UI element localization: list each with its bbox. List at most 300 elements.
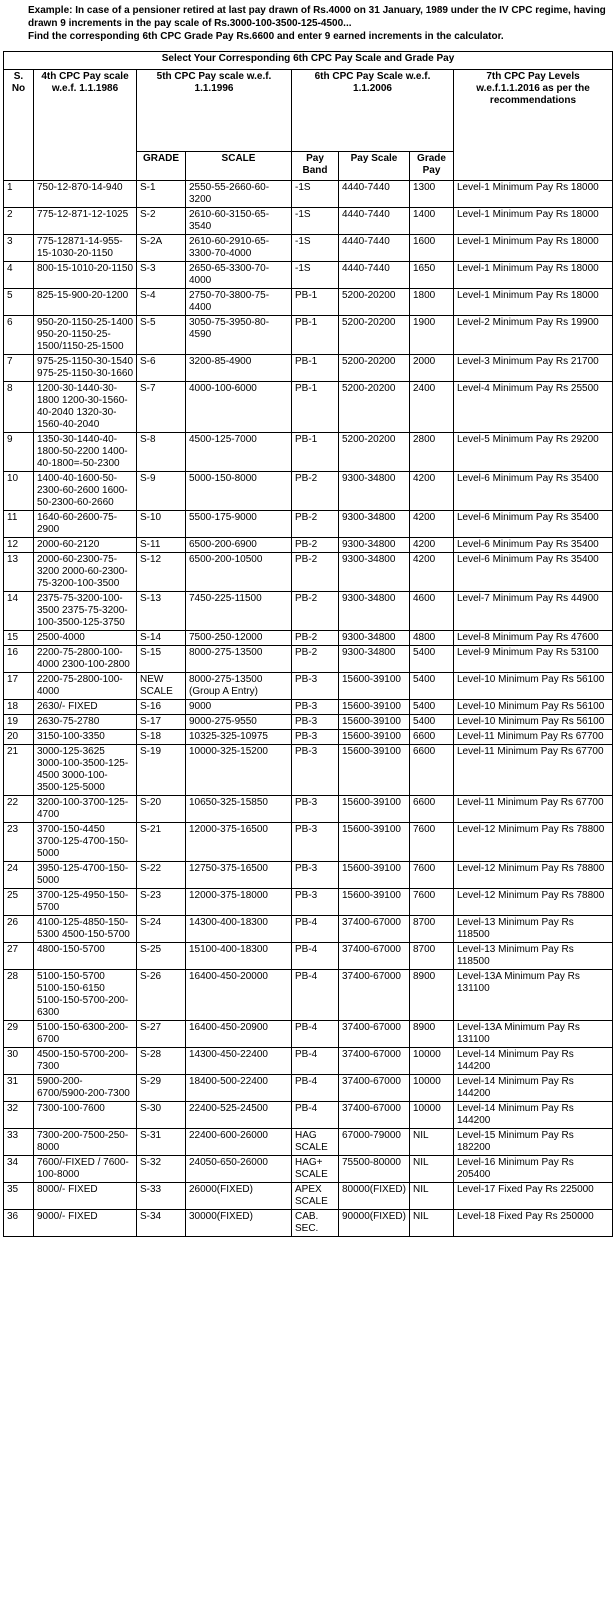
cell-pay-band: PB-2 xyxy=(292,646,339,673)
cell-grade-pay: 10000 xyxy=(410,1048,454,1075)
cell-4th-cpc-scale: 950-20-1150-25-1400 950-20-1150-25-1500/1150-25-1500 xyxy=(34,316,137,355)
cell-sno: 2 xyxy=(4,208,34,235)
table-row xyxy=(4,208,613,235)
table-row xyxy=(4,1183,613,1210)
cell-7th-cpc-level: Level-7 Minimum Pay Rs 44900 xyxy=(454,592,613,631)
cell-pay-scale: 9300-34800 xyxy=(339,511,410,538)
cell-7th-cpc-level: Level-12 Minimum Pay Rs 78800 xyxy=(454,862,613,889)
cell-5th-cpc-grade: S-10 xyxy=(137,511,186,538)
cell-grade-pay: 4200 xyxy=(410,538,454,553)
cell-7th-cpc-level: Level-1 Minimum Pay Rs 18000 xyxy=(454,262,613,289)
cell-grade-pay: 8900 xyxy=(410,1021,454,1048)
cell-pay-band: PB-3 xyxy=(292,796,339,823)
header-5th-cpc: 5th CPC Pay scale w.e.f. 1.1.1996 xyxy=(137,70,292,152)
cell-4th-cpc-scale: 2630-75-2780 xyxy=(34,715,137,730)
cell-pay-band: PB-2 xyxy=(292,631,339,646)
cell-5th-cpc-grade: NEW SCALE xyxy=(137,673,186,700)
cell-grade-pay: 6600 xyxy=(410,730,454,745)
cell-5th-cpc-grade: S-17 xyxy=(137,715,186,730)
cell-4th-cpc-scale: 4100-125-4850-150-5300 4500-150-5700 xyxy=(34,916,137,943)
cell-5th-cpc-scale: 14300-400-18300 xyxy=(186,916,292,943)
cell-pay-scale: 15600-39100 xyxy=(339,823,410,862)
cell-sno: 16 xyxy=(4,646,34,673)
cell-pay-scale: 9300-34800 xyxy=(339,646,410,673)
header-7th-cpc: 7th CPC Pay Levels w.e.f.1.1.2016 as per the recommendations xyxy=(454,70,613,181)
table-row xyxy=(4,745,613,796)
cell-5th-cpc-grade: S-15 xyxy=(137,646,186,673)
header-scale: SCALE xyxy=(186,152,292,181)
cell-5th-cpc-scale: 8000-275-13500 xyxy=(186,646,292,673)
cell-sno: 28 xyxy=(4,970,34,1021)
cell-5th-cpc-grade: S-23 xyxy=(137,889,186,916)
cell-pay-band: PB-4 xyxy=(292,1021,339,1048)
table-row xyxy=(4,316,613,355)
cell-4th-cpc-scale: 975-25-1150-30-1540 975-25-1150-30-1660 xyxy=(34,355,137,382)
cell-grade-pay: 1600 xyxy=(410,235,454,262)
cell-5th-cpc-scale: 4000-100-6000 xyxy=(186,382,292,433)
cell-pay-scale: 37400-67000 xyxy=(339,1075,410,1102)
cell-4th-cpc-scale: 775-12-871-12-1025 xyxy=(34,208,137,235)
cell-4th-cpc-scale: 8000/- FIXED xyxy=(34,1183,137,1210)
cell-grade-pay: 4200 xyxy=(410,511,454,538)
cell-5th-cpc-scale: 6500-200-10500 xyxy=(186,553,292,592)
cell-grade-pay: 2800 xyxy=(410,433,454,472)
cell-pay-scale: 5200-20200 xyxy=(339,316,410,355)
cell-4th-cpc-scale: 2000-60-2300-75-3200 2000-60-2300-75-3200-100-3500 xyxy=(34,553,137,592)
cell-sno: 20 xyxy=(4,730,34,745)
cell-5th-cpc-grade: S-24 xyxy=(137,916,186,943)
table-row xyxy=(4,970,613,1021)
cell-5th-cpc-scale: 16400-450-20900 xyxy=(186,1021,292,1048)
cell-7th-cpc-level: Level-13 Minimum Pay Rs 118500 xyxy=(454,916,613,943)
cell-5th-cpc-scale: 12750-375-16500 xyxy=(186,862,292,889)
table-row xyxy=(4,862,613,889)
cell-4th-cpc-scale: 2375-75-3200-100-3500 2375-75-3200-100-3500-125-3750 xyxy=(34,592,137,631)
cell-pay-scale: 9300-34800 xyxy=(339,538,410,553)
cell-grade-pay: 4600 xyxy=(410,592,454,631)
cell-pay-band: PB-3 xyxy=(292,889,339,916)
table-caption: Select Your Corresponding 6th CPC Pay Scale and Grade Pay xyxy=(4,52,613,70)
cell-5th-cpc-scale: 15100-400-18300 xyxy=(186,943,292,970)
cell-pay-band: PB-3 xyxy=(292,700,339,715)
cell-pay-band: PB-2 xyxy=(292,553,339,592)
cell-5th-cpc-scale: 12000-375-16500 xyxy=(186,823,292,862)
cell-sno: 8 xyxy=(4,382,34,433)
cell-pay-scale: 15600-39100 xyxy=(339,730,410,745)
table-row xyxy=(4,538,613,553)
table-row xyxy=(4,796,613,823)
cell-sno: 27 xyxy=(4,943,34,970)
cell-sno: 5 xyxy=(4,289,34,316)
cell-grade-pay: 8700 xyxy=(410,916,454,943)
cell-pay-scale: 9300-34800 xyxy=(339,631,410,646)
cell-5th-cpc-grade: S-16 xyxy=(137,700,186,715)
cell-4th-cpc-scale: 1200-30-1440-30-1800 1200-30-1560-40-2040 1320-30-1560-40-2040 xyxy=(34,382,137,433)
cell-sno: 23 xyxy=(4,823,34,862)
cell-5th-cpc-grade: S-11 xyxy=(137,538,186,553)
cell-5th-cpc-grade: S-2A xyxy=(137,235,186,262)
cell-5th-cpc-scale: 2610-60-2910-65-3300-70-4000 xyxy=(186,235,292,262)
table-row xyxy=(4,1048,613,1075)
cell-5th-cpc-scale: 9000-275-9550 xyxy=(186,715,292,730)
cell-pay-scale: 9300-34800 xyxy=(339,592,410,631)
cell-grade-pay: NIL xyxy=(410,1183,454,1210)
cell-sno: 3 xyxy=(4,235,34,262)
cell-pay-scale: 5200-20200 xyxy=(339,289,410,316)
cell-4th-cpc-scale: 9000/- FIXED xyxy=(34,1210,137,1237)
cell-7th-cpc-level: Level-1 Minimum Pay Rs 18000 xyxy=(454,208,613,235)
cell-7th-cpc-level: Level-5 Minimum Pay Rs 29200 xyxy=(454,433,613,472)
cell-sno: 22 xyxy=(4,796,34,823)
cell-4th-cpc-scale: 5100-150-5700 5100-150-6150 5100-150-5700-200-6300 xyxy=(34,970,137,1021)
table-row xyxy=(4,553,613,592)
cell-5th-cpc-scale: 6500-200-6900 xyxy=(186,538,292,553)
cell-4th-cpc-scale: 800-15-1010-20-1150 xyxy=(34,262,137,289)
cell-4th-cpc-scale: 1400-40-1600-50-2300-60-2600 1600-50-2300-60-2660 xyxy=(34,472,137,511)
cell-sno: 12 xyxy=(4,538,34,553)
cell-grade-pay: 10000 xyxy=(410,1102,454,1129)
cell-sno: 6 xyxy=(4,316,34,355)
cell-5th-cpc-scale: 7450-225-11500 xyxy=(186,592,292,631)
cell-sno: 25 xyxy=(4,889,34,916)
cell-5th-cpc-grade: S-7 xyxy=(137,382,186,433)
cell-5th-cpc-grade: S-29 xyxy=(137,1075,186,1102)
cell-pay-band: PB-4 xyxy=(292,943,339,970)
table-row xyxy=(4,700,613,715)
table-row xyxy=(4,889,613,916)
cell-pay-scale: 4440-7440 xyxy=(339,262,410,289)
cell-7th-cpc-level: Level-9 Minimum Pay Rs 53100 xyxy=(454,646,613,673)
cell-sno: 9 xyxy=(4,433,34,472)
pay-scale-table xyxy=(3,51,613,1237)
cell-4th-cpc-scale: 2000-60-2120 xyxy=(34,538,137,553)
cell-7th-cpc-level: Level-15 Minimum Pay Rs 182200 xyxy=(454,1129,613,1156)
cell-7th-cpc-level: Level-6 Minimum Pay Rs 35400 xyxy=(454,511,613,538)
cell-7th-cpc-level: Level-11 Minimum Pay Rs 67700 xyxy=(454,745,613,796)
cell-5th-cpc-grade: S-28 xyxy=(137,1048,186,1075)
header-sno: S. No xyxy=(4,70,34,181)
cell-pay-scale: 90000(FIXED) xyxy=(339,1210,410,1237)
cell-pay-scale: 15600-39100 xyxy=(339,796,410,823)
cell-sno: 11 xyxy=(4,511,34,538)
cell-4th-cpc-scale: 3150-100-3350 xyxy=(34,730,137,745)
cell-5th-cpc-scale: 10000-325-15200 xyxy=(186,745,292,796)
cell-5th-cpc-grade: S-5 xyxy=(137,316,186,355)
table-row xyxy=(4,673,613,700)
cell-7th-cpc-level: Level-13 Minimum Pay Rs 118500 xyxy=(454,943,613,970)
cell-4th-cpc-scale: 1640-60-2600-75-2900 xyxy=(34,511,137,538)
cell-grade-pay: NIL xyxy=(410,1210,454,1237)
table-row xyxy=(4,823,613,862)
cell-4th-cpc-scale: 825-15-900-20-1200 xyxy=(34,289,137,316)
cell-pay-band: CAB. SEC. xyxy=(292,1210,339,1237)
cell-pay-band: PB-3 xyxy=(292,745,339,796)
cell-pay-band: PB-3 xyxy=(292,823,339,862)
cell-5th-cpc-grade: S-32 xyxy=(137,1156,186,1183)
cell-pay-band: PB-3 xyxy=(292,673,339,700)
cell-sno: 15 xyxy=(4,631,34,646)
cell-5th-cpc-grade: S-34 xyxy=(137,1210,186,1237)
cell-grade-pay: 5400 xyxy=(410,715,454,730)
cell-grade-pay: NIL xyxy=(410,1129,454,1156)
cell-5th-cpc-scale: 4500-125-7000 xyxy=(186,433,292,472)
table-row xyxy=(4,472,613,511)
cell-pay-band: -1S xyxy=(292,235,339,262)
cell-grade-pay: 5400 xyxy=(410,700,454,715)
cell-5th-cpc-scale: 2610-60-3150-65-3540 xyxy=(186,208,292,235)
cell-pay-scale: 4440-7440 xyxy=(339,235,410,262)
cell-grade-pay: 1900 xyxy=(410,316,454,355)
cell-4th-cpc-scale: 3200-100-3700-125-4700 xyxy=(34,796,137,823)
cell-pay-band: PB-1 xyxy=(292,382,339,433)
cell-5th-cpc-grade: S-30 xyxy=(137,1102,186,1129)
table-row xyxy=(4,916,613,943)
cell-7th-cpc-level: Level-14 Minimum Pay Rs 144200 xyxy=(454,1102,613,1129)
cell-pay-scale: 5200-20200 xyxy=(339,382,410,433)
cell-5th-cpc-grade: S-18 xyxy=(137,730,186,745)
cell-5th-cpc-scale: 3200-85-4900 xyxy=(186,355,292,382)
table-row xyxy=(4,646,613,673)
cell-pay-band: PB-4 xyxy=(292,916,339,943)
cell-5th-cpc-scale: 9000 xyxy=(186,700,292,715)
cell-4th-cpc-scale: 2200-75-2800-100-4000 2300-100-2800 xyxy=(34,646,137,673)
cell-pay-band: PB-4 xyxy=(292,1075,339,1102)
cell-grade-pay: NIL xyxy=(410,1156,454,1183)
cell-grade-pay: 1400 xyxy=(410,208,454,235)
cell-sno: 14 xyxy=(4,592,34,631)
cell-pay-band: HAG+ SCALE xyxy=(292,1156,339,1183)
cell-4th-cpc-scale: 7300-200-7500-250-8000 xyxy=(34,1129,137,1156)
cell-5th-cpc-scale: 18400-500-22400 xyxy=(186,1075,292,1102)
cell-grade-pay: 2400 xyxy=(410,382,454,433)
cell-5th-cpc-scale: 22400-600-26000 xyxy=(186,1129,292,1156)
cell-pay-scale: 15600-39100 xyxy=(339,700,410,715)
intro-text xyxy=(0,0,615,43)
cell-pay-scale: 37400-67000 xyxy=(339,916,410,943)
table-row xyxy=(4,592,613,631)
table-row xyxy=(4,382,613,433)
instruction-text: Find the corresponding 6th CPC Grade Pay Rs.6600 and enter 9 earned increments in the calculator. xyxy=(28,31,504,42)
table-row xyxy=(4,1210,613,1237)
cell-5th-cpc-grade: S-14 xyxy=(137,631,186,646)
cell-5th-cpc-grade: S-13 xyxy=(137,592,186,631)
cell-5th-cpc-scale: 16400-450-20000 xyxy=(186,970,292,1021)
table-row xyxy=(4,1021,613,1048)
cell-pay-scale: 4440-7440 xyxy=(339,208,410,235)
cell-7th-cpc-level: Level-6 Minimum Pay Rs 35400 xyxy=(454,538,613,553)
cell-5th-cpc-scale: 26000(FIXED) xyxy=(186,1183,292,1210)
cell-sno: 10 xyxy=(4,472,34,511)
cell-sno: 17 xyxy=(4,673,34,700)
cell-pay-band: PB-2 xyxy=(292,472,339,511)
cell-grade-pay: 5400 xyxy=(410,673,454,700)
cell-5th-cpc-scale: 24050-650-26000 xyxy=(186,1156,292,1183)
cell-5th-cpc-grade: S-12 xyxy=(137,553,186,592)
cell-grade-pay: 7600 xyxy=(410,823,454,862)
cell-pay-band: APEX SCALE xyxy=(292,1183,339,1210)
cell-pay-scale: 37400-67000 xyxy=(339,943,410,970)
cell-5th-cpc-grade: S-3 xyxy=(137,262,186,289)
cell-5th-cpc-scale: 3050-75-3950-80-4590 xyxy=(186,316,292,355)
cell-5th-cpc-scale: 14300-450-22400 xyxy=(186,1048,292,1075)
cell-sno: 34 xyxy=(4,1156,34,1183)
cell-sno: 7 xyxy=(4,355,34,382)
cell-7th-cpc-level: Level-8 Minimum Pay Rs 47600 xyxy=(454,631,613,646)
table-row xyxy=(4,289,613,316)
cell-5th-cpc-scale: 10325-325-10975 xyxy=(186,730,292,745)
cell-7th-cpc-level: Level-6 Minimum Pay Rs 35400 xyxy=(454,472,613,511)
cell-grade-pay: 5400 xyxy=(410,646,454,673)
cell-7th-cpc-level: Level-16 Minimum Pay Rs 205400 xyxy=(454,1156,613,1183)
cell-pay-scale: 37400-67000 xyxy=(339,1048,410,1075)
cell-5th-cpc-scale: 2750-70-3800-75-4400 xyxy=(186,289,292,316)
cell-5th-cpc-grade: S-9 xyxy=(137,472,186,511)
cell-5th-cpc-grade: S-4 xyxy=(137,289,186,316)
cell-pay-scale: 5200-20200 xyxy=(339,355,410,382)
table-row xyxy=(4,355,613,382)
cell-5th-cpc-scale: 5500-175-9000 xyxy=(186,511,292,538)
cell-grade-pay: 4200 xyxy=(410,472,454,511)
cell-grade-pay: 8700 xyxy=(410,943,454,970)
cell-sno: 19 xyxy=(4,715,34,730)
cell-7th-cpc-level: Level-10 Minimum Pay Rs 56100 xyxy=(454,673,613,700)
cell-sno: 35 xyxy=(4,1183,34,1210)
cell-4th-cpc-scale: 775-12871-14-955-15-1030-20-1150 xyxy=(34,235,137,262)
cell-7th-cpc-level: Level-12 Minimum Pay Rs 78800 xyxy=(454,823,613,862)
header-grade-pay: Grade Pay xyxy=(410,152,454,181)
cell-5th-cpc-grade: S-33 xyxy=(137,1183,186,1210)
cell-pay-scale: 37400-67000 xyxy=(339,970,410,1021)
header-pay-band: Pay Band xyxy=(292,152,339,181)
table-row xyxy=(4,730,613,745)
cell-5th-cpc-grade: S-2 xyxy=(137,208,186,235)
cell-4th-cpc-scale: 3700-150-4450 3700-125-4700-150-5000 xyxy=(34,823,137,862)
example-text: Example: In case of a pensioner retired at last pay drawn of Rs.4000 on 31 January, 1989 under the IV CPC regime, having drawn 9 increments in the pay scale of Rs.3000-100-3500-125-4500... xyxy=(28,5,606,29)
cell-pay-band: -1S xyxy=(292,208,339,235)
cell-7th-cpc-level: Level-13A Minimum Pay Rs 131100 xyxy=(454,970,613,1021)
cell-5th-cpc-grade: S-22 xyxy=(137,862,186,889)
cell-4th-cpc-scale: 750-12-870-14-940 xyxy=(34,181,137,208)
cell-pay-band: PB-4 xyxy=(292,970,339,1021)
cell-4th-cpc-scale: 7600/-FIXED / 7600-100-8000 xyxy=(34,1156,137,1183)
cell-4th-cpc-scale: 3000-125-3625 3000-100-3500-125-4500 3000-100-3500-125-5000 xyxy=(34,745,137,796)
cell-7th-cpc-level: Level-10 Minimum Pay Rs 56100 xyxy=(454,700,613,715)
cell-4th-cpc-scale: 2500-4000 xyxy=(34,631,137,646)
cell-sno: 4 xyxy=(4,262,34,289)
cell-pay-band: PB-3 xyxy=(292,862,339,889)
cell-pay-scale: 37400-67000 xyxy=(339,1102,410,1129)
cell-pay-scale: 4440-7440 xyxy=(339,181,410,208)
cell-5th-cpc-scale: 7500-250-12000 xyxy=(186,631,292,646)
cell-5th-cpc-grade: S-31 xyxy=(137,1129,186,1156)
cell-pay-band: PB-1 xyxy=(292,355,339,382)
cell-sno: 31 xyxy=(4,1075,34,1102)
header-6th-cpc: 6th CPC Pay Scale w.e.f. 1.1.2006 xyxy=(292,70,454,152)
cell-7th-cpc-level: Level-11 Minimum Pay Rs 67700 xyxy=(454,796,613,823)
cell-pay-band: PB-3 xyxy=(292,730,339,745)
cell-grade-pay: 1650 xyxy=(410,262,454,289)
cell-7th-cpc-level: Level-11 Minimum Pay Rs 67700 xyxy=(454,730,613,745)
cell-7th-cpc-level: Level-6 Minimum Pay Rs 35400 xyxy=(454,553,613,592)
table-row xyxy=(4,181,613,208)
cell-pay-band: PB-2 xyxy=(292,538,339,553)
cell-pay-band: PB-4 xyxy=(292,1102,339,1129)
cell-5th-cpc-grade: S-19 xyxy=(137,745,186,796)
cell-4th-cpc-scale: 3700-125-4950-150-5700 xyxy=(34,889,137,916)
cell-4th-cpc-scale: 5900-200-6700/5900-200-7300 xyxy=(34,1075,137,1102)
table-row xyxy=(4,235,613,262)
cell-7th-cpc-level: Level-1 Minimum Pay Rs 18000 xyxy=(454,289,613,316)
cell-pay-band: PB-2 xyxy=(292,592,339,631)
cell-grade-pay: 2000 xyxy=(410,355,454,382)
table-row xyxy=(4,943,613,970)
cell-grade-pay: 10000 xyxy=(410,1075,454,1102)
cell-4th-cpc-scale: 7300-100-7600 xyxy=(34,1102,137,1129)
cell-pay-scale: 15600-39100 xyxy=(339,673,410,700)
table-body xyxy=(4,181,613,1237)
cell-pay-scale: 67000-79000 xyxy=(339,1129,410,1156)
cell-4th-cpc-scale: 2630/- FIXED xyxy=(34,700,137,715)
cell-7th-cpc-level: Level-2 Minimum Pay Rs 19900 xyxy=(454,316,613,355)
cell-7th-cpc-level: Level-1 Minimum Pay Rs 18000 xyxy=(454,235,613,262)
cell-pay-band: PB-4 xyxy=(292,1048,339,1075)
cell-sno: 36 xyxy=(4,1210,34,1237)
cell-5th-cpc-grade: S-1 xyxy=(137,181,186,208)
cell-pay-scale: 80000(FIXED) xyxy=(339,1183,410,1210)
cell-pay-scale: 15600-39100 xyxy=(339,715,410,730)
cell-grade-pay: 4200 xyxy=(410,553,454,592)
table-row xyxy=(4,715,613,730)
cell-5th-cpc-grade: S-20 xyxy=(137,796,186,823)
table-row xyxy=(4,511,613,538)
cell-grade-pay: 8900 xyxy=(410,970,454,1021)
cell-7th-cpc-level: Level-18 Fixed Pay Rs 250000 xyxy=(454,1210,613,1237)
cell-grade-pay: 4800 xyxy=(410,631,454,646)
cell-pay-band: -1S xyxy=(292,262,339,289)
cell-pay-scale: 15600-39100 xyxy=(339,745,410,796)
table-row xyxy=(4,631,613,646)
cell-5th-cpc-scale: 10650-325-15850 xyxy=(186,796,292,823)
cell-pay-band: PB-2 xyxy=(292,511,339,538)
cell-pay-band: PB-1 xyxy=(292,316,339,355)
cell-grade-pay: 7600 xyxy=(410,889,454,916)
cell-sno: 26 xyxy=(4,916,34,943)
cell-sno: 24 xyxy=(4,862,34,889)
cell-5th-cpc-grade: S-25 xyxy=(137,943,186,970)
cell-5th-cpc-scale: 8000-275-13500 (Group A Entry) xyxy=(186,673,292,700)
cell-grade-pay: 6600 xyxy=(410,745,454,796)
table-row xyxy=(4,1129,613,1156)
cell-pay-band: HAG SCALE xyxy=(292,1129,339,1156)
cell-4th-cpc-scale: 2200-75-2800-100-4000 xyxy=(34,673,137,700)
header-4th-cpc: 4th CPC Pay scale w.e.f. 1.1.1986 xyxy=(34,70,137,181)
cell-sno: 13 xyxy=(4,553,34,592)
cell-5th-cpc-grade: S-27 xyxy=(137,1021,186,1048)
cell-5th-cpc-scale: 2550-55-2660-60-3200 xyxy=(186,181,292,208)
cell-pay-scale: 15600-39100 xyxy=(339,889,410,916)
cell-7th-cpc-level: Level-1 Minimum Pay Rs 18000 xyxy=(454,181,613,208)
cell-5th-cpc-scale: 5000-150-8000 xyxy=(186,472,292,511)
table-row xyxy=(4,1075,613,1102)
cell-4th-cpc-scale: 5100-150-6300-200-6700 xyxy=(34,1021,137,1048)
cell-grade-pay: 7600 xyxy=(410,862,454,889)
cell-pay-scale: 75500-80000 xyxy=(339,1156,410,1183)
cell-5th-cpc-grade: S-21 xyxy=(137,823,186,862)
cell-4th-cpc-scale: 4500-150-5700-200-7300 xyxy=(34,1048,137,1075)
table-row xyxy=(4,1156,613,1183)
cell-sno: 29 xyxy=(4,1021,34,1048)
cell-7th-cpc-level: Level-14 Minimum Pay Rs 144200 xyxy=(454,1075,613,1102)
